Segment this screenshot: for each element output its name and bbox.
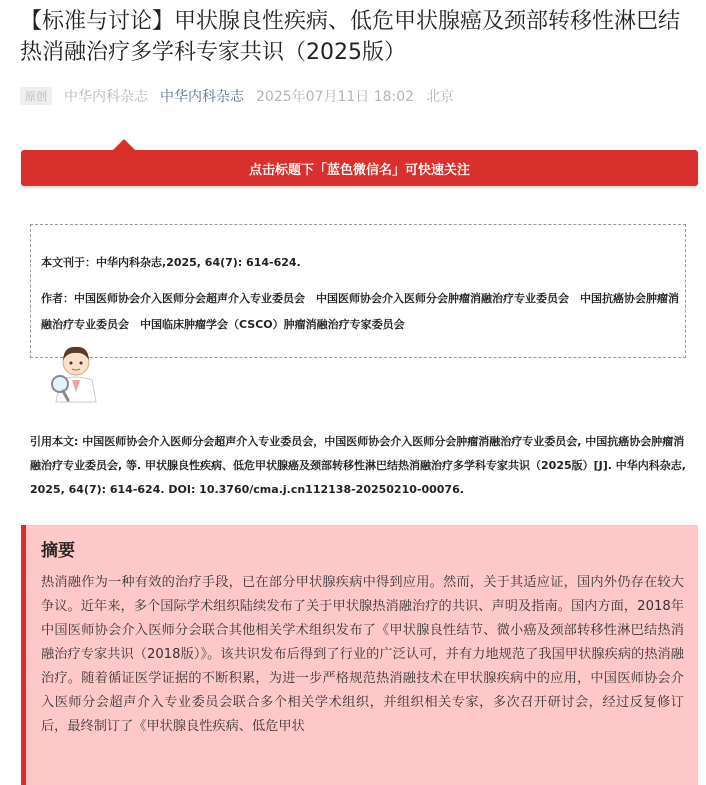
follow-banner xyxy=(21,150,698,186)
citation: 引用本文: 中国医师协会介入医师分会超声介入专业委员会，中国医师协会介入医师分会肿瘤消融治疗专业委员会, 中国抗癌协会肿瘤消融治疗专业委员会, 等. 甲状腺良性疾病、低危甲状腺癌及颈部转移性淋巴结热消融治疗多学科专家共识（2025版）[J]. 中华内科杂志, 2025, 64(7): 614-624. DOI: 10.3760/cma.j.cn112138-20250210-00076. xyxy=(30,435,686,496)
publish-location: 北京 xyxy=(426,89,455,105)
journal-received: 本文刊于：中华内科杂志,2025, 64(7): 614-624. xyxy=(41,256,301,269)
article-meta xyxy=(20,86,454,106)
follow-banner-text: 点击标题下「蓝色微信名」可快速关注 xyxy=(248,162,470,178)
abstract-heading: 摘要 xyxy=(41,541,75,561)
original-badge: 原创 xyxy=(20,87,52,105)
author-name: 中华内科杂志 xyxy=(64,89,148,105)
journal-authors: 作者：中国医师协会介入医师分会超声介入专业委员会 中国医师协会介入医师分会肿瘤消融治疗专业委员会 中国抗癌协会肿瘤消融治疗专业委员会 中国临床肿瘤学会（CSCO）肿瘤消融治疗专家委员会 xyxy=(41,292,679,331)
journal-info-box xyxy=(30,224,686,358)
abstract-body: 热消融作为一种有效的治疗手段，已在部分甲状腺疾病中得到应用。然而，关于其适应证，国内外仍存在较大争议。近年来，多个国际学术组织陆续发布了关于甲状腺热消融治疗的共识、声明及指南。国内方面，2018年中国医师协会介入医师分会联合其他相关学术组织发布了《甲状腺良性结节、微小癌及颈部转移性淋巴结热消融治疗专家共识（2018版）》。该共识发布后得到了行业的广泛认可，并有力地规范了我国甲状腺疾病的热消融治疗。随着循证医学证据的不断积累，为进一步严格规范热消融技术在甲状腺疾病中的应用，中国医师协会介入医师分会超声介入专业委员会联合多个相关学术组织，并组织相关专家，多次召开研讨会，经过反复修订后，最终制订了《甲状腺良性疾病、低危甲状 xyxy=(41,575,684,734)
article-title: 【标准与讨论】甲状腺良性疾病、低危甲状腺癌及颈部转移性淋巴结热消融治疗多学科专家共识（2025版） xyxy=(20,9,681,65)
publish-date: 2025年07月11日 18:02 xyxy=(256,89,415,105)
doctor-mascot-icon xyxy=(46,340,106,404)
abstract-box xyxy=(21,525,698,785)
account-link[interactable]: 中华内科杂志 xyxy=(160,89,244,105)
